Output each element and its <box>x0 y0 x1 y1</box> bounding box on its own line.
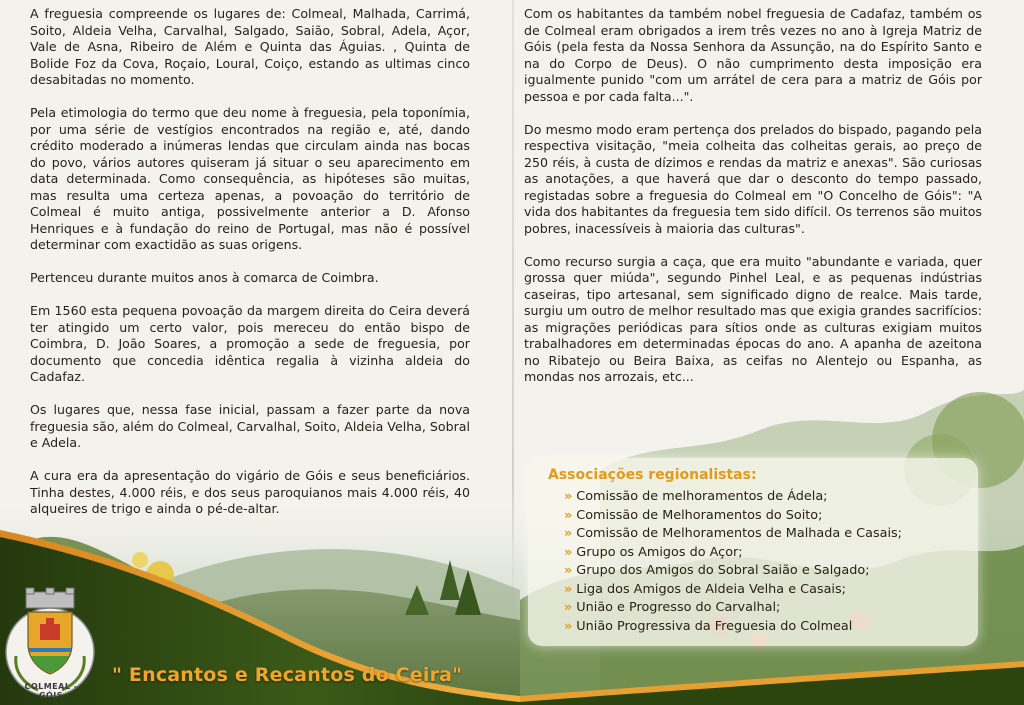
right-text-column <box>524 6 982 402</box>
association-name: União Progressiva da Freguesia do Colmeal <box>576 618 853 634</box>
left-text-column <box>30 6 470 534</box>
list-item <box>564 507 902 526</box>
list-item <box>564 618 902 637</box>
association-name: Comissão de Melhoramentos de Malhada e Casais; <box>576 526 902 541</box>
paragraph: Os lugares que, nessa fase inicial, passam a fazer parte da nova freguesia são, além do Colmeal, Carvalhal, Soito, Aldeia Velha, Sobral e Adela. <box>30 402 470 450</box>
associations-title: Associações regionalistas: <box>548 467 757 483</box>
association-name: Grupo os Amigos do Açor; <box>576 544 743 560</box>
association-name: União e Progresso do Carvalhal; <box>576 600 781 615</box>
associations-box <box>528 458 978 646</box>
chevron-icon: » <box>564 526 573 541</box>
chevron-icon: » <box>564 581 573 597</box>
chevron-icon: » <box>564 600 573 615</box>
list-item <box>564 525 902 544</box>
paragraph: Pertenceu durante muitos anos à comarca de Coimbra. <box>30 270 379 285</box>
paragraph: Do mesmo modo eram pertença dos prelados do bispado, pagando pela respectiva visitação, "meia colheita das colheitas gerais, ao preço de 250 réis, à custa de dízimos e rendas da matriz e anexas". São curiosas as anotações, a que haverá que dar o desconto do tempo passado, registadas sobre a freguesia do Colmeal em "O Concelho de Góis": "A vida dos habitantes da freguesia tem sido difícil. Os terrenos são muitos pobres, inacessíveis à maioria das culturas". <box>524 121 982 236</box>
chevron-icon: » <box>564 489 573 504</box>
association-name: Comissão de Melhoramentos do Soito; <box>576 507 823 523</box>
paragraph: Em 1560 esta pequena povoação da margem direita do Ceira deverá ter atingido um certo valor, pois mereceu do então bispo de Coimbra, D. João Soares, a promoção a sede de freguesia, por documento que concedia idêntica regalia à vizinha aldeia do Cadafaz. <box>30 303 470 384</box>
chevron-icon: » <box>564 507 573 523</box>
associations-list <box>564 488 902 636</box>
crest-label: COLMEAL - GÓIS <box>24 682 78 700</box>
yellow-flower <box>132 552 148 568</box>
association-name: Comissão de melhoramentos de Ádela; <box>576 489 828 504</box>
association-name: Grupo dos Amigos do Sobral Saião e Salgado; <box>576 563 870 578</box>
list-item <box>564 544 902 563</box>
slogan: " Encantos e Recantos do Ceira" <box>112 664 463 686</box>
list-item <box>564 581 902 600</box>
association-name: Liga dos Amigos de Aldeia Velha e Casais; <box>576 581 846 597</box>
paragraph: A freguesia compreende os lugares de: Colmeal, Malhada, Carrimá, Soito, Aldeia Velha, Carvalhal, Salgado, Saião, Sobral, Adela, Açor, Vale de Asna, Ribeiro de Além e Quinta das Águias. , Quinta de Bolide Foz da Cova, Roçaio, Loural, Coiço, estando as ultimas cinco desabitadas no momento. <box>30 6 470 87</box>
list-item <box>564 488 902 507</box>
paragraph: Como recurso surgia a caça, que era muito "abundante e variada, quer grossa quer miúda", segundo Pinhel Leal, e as pequenas indústrias caseiras, tipo artesanal, sem significado digno de realce. Mais tarde, surgiu um outro de melhor resultado mas que exigia grandes sacrifícios: as migrações periódicas para sítios onde as culturas exigiam muitos trabalhadores em determinadas épocas do ano. A apanha de azeitona no Ribatejo ou Beira Baixa, as ceifas no Alentejo ou Espanha, as mondas nos arrozais, etc... <box>524 253 982 384</box>
chevron-icon: » <box>564 544 573 560</box>
chevron-icon: » <box>564 618 573 634</box>
list-item <box>564 562 902 581</box>
paragraph: A cura era da apresentação do vigário de Góis e seus beneficiários. Tinha destes, 4.000 réis, e dos seus paroquianos mais 4.000 réis, 40 alqueires de trigo e ainda o pé-de-altar. <box>30 468 470 516</box>
paragraph: Pela etimologia do termo que deu nome à freguesia, pela toponímia, por uma série de vestígios encontrados na região e, até, dando crédito moderado a inúmeras lendas que circulam ainda nas bocas do povo, vários autores quiseram já situar o seu aparecimento em data determinada. Como consequência, as hipóteses são muitas, mas resulta uma certeza apenas, a povoação do território de Colmeal é muito antiga, possivelmente anterior a D. Afonso Henriques e à fundação do reino de Portugal, mas não é possível determinar com exactidão as suas origens. <box>30 105 470 252</box>
list-item <box>564 599 902 618</box>
chevron-icon: » <box>564 563 573 578</box>
paragraph: Com os habitantes da também nobel freguesia de Cadafaz, também os de Colmeal eram obrigados a irem três vezes no ano à Igreja Matriz de Góis (pela festa da Nossa Senhora da Assunção, na do Espírito Santo e na do Corpo de Deus). O não cumprimento desta imposição era igualmente punido "com um arrátel de cera para a matriz de Góis por pessoa e por cada falta...". <box>524 6 982 104</box>
